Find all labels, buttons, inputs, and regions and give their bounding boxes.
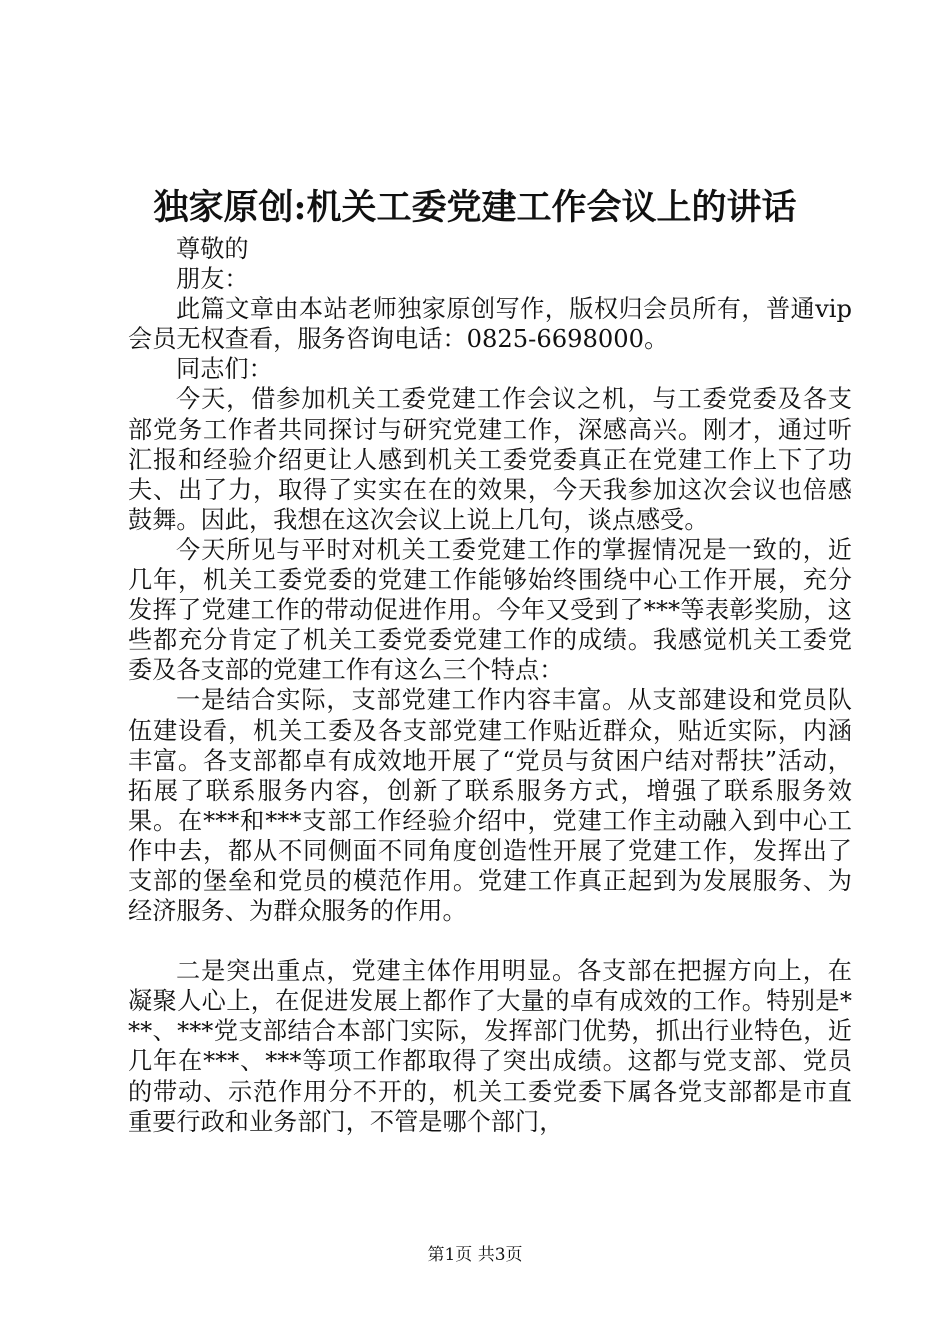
document-body (128, 234, 852, 1137)
salutation-line-1: 尊敬的 (176, 235, 249, 263)
paragraph-point-one: 一是结合实际，支部党建工作内容丰富。从支部建设和党员队伍建设看，机关工委及各支部党建工作贴近群众，贴近实际，内涵丰富。各支部都卓有成效地开展了“党员与贫困户结对帮扶”活动，拓展了联系服务内容，创新了联系服务方式，增强了联系服务效果。在***和***支部工作经验介绍中，党建工作主动融入到中心工作中去，都从不同侧面不同角度创造性开展了党建工作，发挥出了支部的堡垒和党员的模范作用。党建工作真正起到为发展服务、为经济服务、为群众服务的作用。 (128, 686, 852, 926)
paragraph-overview: 今天所见与平时对机关工委党建工作的掌握情况是一致的，近几年，机关工委党委的党建工作能够始终围绕中心工作开展，充分发挥了党建工作的带动促进作用。今年又受到了***等表彰奖励，这些都充分肯定了机关工委党委党建工作的成绩。我感觉机关工委党委及各支部的党建工作有这么三个特点： (128, 535, 852, 685)
copyright-notice: 此篇文章由本站老师独家原创写作，版权归会员所有，普通vip会员无权查看，服务咨询电话：0825-6698000。 (128, 295, 852, 354)
document-title: 独家原创:机关工委党建工作会议上的讲话 (153, 187, 797, 228)
greeting: 同志们： (176, 355, 273, 384)
page-footer: 第1页 共3页 (427, 1245, 523, 1265)
paragraph-intro: 今天，借参加机关工委党建工作会议之机，与工委党委及各支部党务工作者共同探讨与研究党建工作，深感高兴。刚才，通过听汇报和经验介绍更让人感到机关工委党委真正在党建工作上下了功夫、出了力，取得了实实在在的效果，今天我参加这次会议也倍感鼓舞。因此，我想在这次会议上说上几句，谈点感受。 (128, 385, 852, 534)
salutation-line-2: 朋友： (176, 265, 249, 294)
paragraph-point-two: 二是突出重点，党建主体作用明显。各支部在把握方向上，在凝聚人心上，在促进发展上都作了大量的卓有成效的工作。特别是***、***党支部结合本部门实际，发挥部门优势，抓出行业特色，近几年在***、***等项工作都取得了突出成绩。这都与党支部、党员的带动、示范作用分不开的，机关工委党委下属各党支部都是市直重要行政和业务部门，不管是哪个部门， (128, 957, 852, 1136)
